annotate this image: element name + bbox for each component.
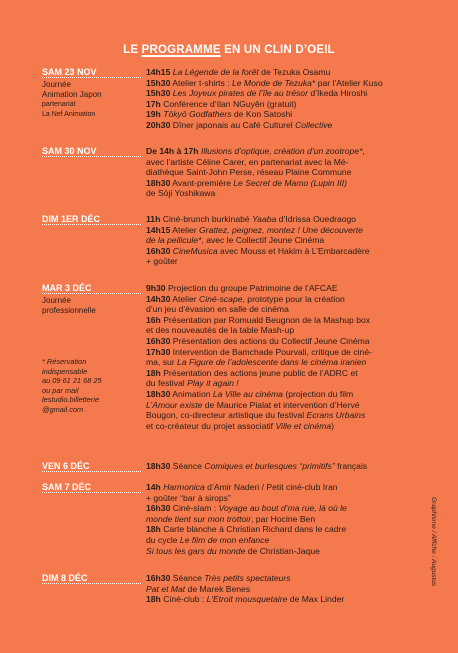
event-text: d’Idrissa Ouedraogo <box>276 214 357 224</box>
day-date: MAR 3 DÉC <box>42 283 92 293</box>
event-text: ma, sur <box>146 357 178 368</box>
event-line <box>146 88 436 99</box>
event-title: monde tient sur mon trottoir <box>146 513 252 524</box>
event-line <box>146 214 436 225</box>
event-text: Présentation des actions jeune public de l’ADRC et <box>160 367 358 378</box>
day-date-wrap <box>42 283 94 293</box>
day-date: DIM 1ER DÉC <box>42 214 101 224</box>
event-line <box>146 283 436 294</box>
event-line <box>146 78 436 89</box>
day-date-wrap <box>42 214 102 224</box>
event-line <box>146 109 436 120</box>
event-text: avec l’artiste Céline Carer, en partenariat avec la Mé- <box>146 156 349 167</box>
event-text: Ciné-slam : <box>170 503 219 514</box>
event-line <box>146 368 436 379</box>
event-title: Voyage au bout d’ma rue, là où le <box>218 503 347 514</box>
day-subtitle: La Nef Animation <box>42 111 96 118</box>
event-text: de Kon Satoshi <box>231 109 293 120</box>
event-list <box>146 461 436 472</box>
day-date-wrap <box>42 482 93 492</box>
event-text: , <box>362 146 365 156</box>
event-time: 17h <box>146 98 161 109</box>
event-time: 15h30 <box>146 77 171 88</box>
event-title: La Ville au cinéma <box>212 388 283 399</box>
event-time: 16h30 <box>146 335 171 346</box>
event-text: de Sōji Yoshikawa <box>146 188 216 199</box>
event-time: 19h <box>146 109 161 120</box>
event-line <box>146 584 436 595</box>
note-line: @gmail.com <box>42 404 84 414</box>
event-text: par l’Atelier Kuso <box>315 77 383 88</box>
event-text: (projection du film <box>282 388 354 399</box>
note-line: lestudio.billetterie <box>42 395 100 404</box>
event-time: De 14h à 17h <box>146 146 199 156</box>
day-subtitle: Animation Japon <box>42 90 102 99</box>
event-title: Les Joyeux pirates de l’île au trésor <box>172 88 308 99</box>
event-title: Le Monde de Tezuka* <box>231 77 316 88</box>
event-text: ) <box>331 420 335 431</box>
event-title: Collective <box>295 119 333 130</box>
event-line <box>146 225 436 236</box>
event-line <box>146 188 436 199</box>
day-date-wrap <box>42 461 92 471</box>
event-list <box>146 573 436 605</box>
note-line: * Réservation <box>42 357 87 366</box>
event-text: Avant-première <box>170 177 234 188</box>
event-line <box>146 99 436 110</box>
event-title: La Figure de l’adolescente dans le cinéma iranien <box>177 357 367 368</box>
event-title: Ecrans Urbains <box>306 410 366 421</box>
event-line <box>146 315 436 326</box>
event-text: Conférence d’Ilan NGuyên (gratuit) <box>160 98 297 109</box>
event-title: Play it again ! <box>187 378 239 389</box>
event-text: Atelier <box>170 293 200 304</box>
event-line <box>146 178 436 189</box>
event-text: et des nouveautés de la table Mash-up <box>146 325 295 336</box>
event-time: 20h30 <box>146 119 171 130</box>
event-text: de Maurice Pialat et intervention d’Hervé <box>202 399 360 410</box>
day-date: VEN 6 DÉC <box>42 461 90 471</box>
event-line <box>146 235 436 246</box>
event-title: Harmonica <box>163 482 205 492</box>
event-list <box>146 146 436 199</box>
event-line <box>146 167 436 178</box>
event-time: 14h30 <box>146 293 171 304</box>
event-time: 17h30 <box>146 346 171 357</box>
event-time: 18h <box>146 594 161 605</box>
event-time: 18h <box>146 367 161 378</box>
event-line <box>146 573 436 584</box>
event-title: Très petits spectateurs <box>204 573 291 583</box>
event-text: Séance <box>170 573 205 583</box>
event-title: Yaaba <box>252 214 277 224</box>
page-title <box>0 44 458 56</box>
event-title: Le film de mon enfance <box>179 534 270 545</box>
event-time: 14h15 <box>146 67 171 77</box>
event-time: 16h30 <box>146 573 171 583</box>
event-title: Comiques et burlesques “primitifs” <box>204 461 335 471</box>
event-line <box>146 146 436 157</box>
event-title: de la pellicule* <box>146 235 202 246</box>
event-text: Séance <box>170 461 205 471</box>
event-title: Ciné-scape <box>199 293 243 304</box>
event-text: Intervention de Bamchade Pourvali, critique de ciné- <box>170 346 372 357</box>
event-line <box>146 67 436 78</box>
graphic-credit: Graphisme / Affiche : Augustus <box>430 497 437 587</box>
event-line <box>146 482 436 493</box>
event-line <box>146 524 436 535</box>
day-date: DIM 8 DÉC <box>42 573 88 583</box>
event-title: L’Amour existe <box>146 399 203 410</box>
event-text: avec Mouss et Hakim à L’Embarcadère <box>217 245 370 256</box>
event-text: + goûter <box>146 256 178 267</box>
note-line: indispensable <box>42 366 88 376</box>
event-line <box>146 410 436 421</box>
event-title: Pat et Mat <box>146 583 186 594</box>
event-text: Dîner japonais au Café Culturel <box>170 119 296 130</box>
event-text: Carte blanche à Christian Richard dans le cadre <box>160 524 347 535</box>
day-subtitle: partenariat <box>42 101 76 108</box>
event-text: Animation <box>170 388 213 399</box>
event-line <box>146 256 436 267</box>
day-date-wrap <box>42 573 90 583</box>
event-title: CineMusica <box>172 245 218 256</box>
event-text: de Max Linder <box>287 594 345 605</box>
event-list <box>146 67 436 131</box>
event-line <box>146 535 436 546</box>
event-line <box>146 493 436 504</box>
event-line <box>146 347 436 358</box>
event-text: Ciné-club : <box>160 594 207 605</box>
event-line <box>146 461 436 472</box>
day-date: SAM 30 NOV <box>42 146 97 156</box>
event-time: 9h30 <box>146 283 166 293</box>
event-title: Tōkyō Godfathers <box>163 109 232 120</box>
event-line <box>146 514 436 525</box>
event-list <box>146 482 436 556</box>
event-text: du festival <box>146 378 188 389</box>
day-subtitle: professionnelle <box>42 306 96 315</box>
event-text: de Tezuka Osamu <box>258 67 331 77</box>
event-text: du cycle <box>146 534 180 545</box>
event-text: , prototype pour la création <box>242 293 345 304</box>
event-text: d’un jeu d’évasion en salle de cinéma <box>146 304 289 315</box>
event-line <box>146 325 436 336</box>
note-line: ou par mail <box>42 385 79 395</box>
event-time: 18h30 <box>146 461 171 471</box>
event-text: d’Ikeda Hiroshi <box>307 88 368 99</box>
event-text: Présentation des actions du Collectif Jeune Cinéma <box>170 335 370 346</box>
event-time: 14h15 <box>146 224 171 235</box>
event-title: La Légende de la forêt <box>172 67 259 77</box>
event-list <box>146 283 436 431</box>
title-part-1: LE <box>123 44 142 56</box>
event-line <box>146 503 436 514</box>
day-subtitle: Journée <box>42 80 71 89</box>
event-time: 16h <box>146 314 161 325</box>
event-text: , par Hocine Ben <box>251 513 316 524</box>
event-text: Atelier <box>170 224 200 235</box>
event-line <box>146 294 436 305</box>
day-date-wrap <box>42 67 99 77</box>
event-line <box>146 378 436 389</box>
event-time: 14h <box>146 482 161 492</box>
event-line <box>146 304 436 315</box>
event-text: diathèque Saint-John Perse, réseau Plaine Commune <box>146 167 352 178</box>
event-text: Ciné-brunch burkinabé <box>160 214 253 224</box>
event-time: 18h30 <box>146 177 171 188</box>
title-part-2: PROGRAMME <box>141 44 221 56</box>
event-text: + goûter “bar à sirops” <box>146 492 231 503</box>
event-time: 15h30 <box>146 88 171 99</box>
event-text: de Marek Benes <box>185 583 251 594</box>
event-line <box>146 120 436 131</box>
event-line <box>146 400 436 411</box>
event-title: Grattez, peignez, montez ! Une découverte <box>199 224 363 235</box>
event-text: d’Amir Naderi / Petit ciné-club Iran <box>204 482 338 492</box>
event-text: et co-créateur du projet associatif <box>146 420 276 431</box>
event-line <box>146 246 436 257</box>
event-text: français <box>334 461 368 471</box>
event-list <box>146 214 436 267</box>
event-line <box>146 421 436 432</box>
event-title: Si tous les gars du monde <box>146 545 246 556</box>
event-line <box>146 546 436 557</box>
event-line <box>146 389 436 400</box>
event-time: 18h <box>146 524 161 535</box>
day-date: SAM 7 DÉC <box>42 482 92 492</box>
event-line <box>146 594 436 605</box>
event-text: de Christian-Jaque <box>245 545 320 556</box>
event-title: Ville et cinéma <box>275 420 332 431</box>
event-title: L’Etroit mousquetaire <box>206 594 288 605</box>
event-text: Atelier t-shirts : <box>170 77 232 88</box>
event-text: Projection du groupe Patrimoine de l’AFCAE <box>165 283 338 293</box>
reservation-note <box>42 357 137 414</box>
event-title: Illusions d’optique, création d’un zootrope* <box>200 146 363 156</box>
event-text: Présentation par Romuald Beugnon de la Mashup box <box>160 314 371 325</box>
day-date-wrap <box>42 146 99 156</box>
event-time: 16h30 <box>146 245 171 256</box>
title-part-3: EN UN CLIN D’OEIL <box>220 44 335 56</box>
event-line <box>146 157 436 168</box>
event-line <box>146 357 436 368</box>
note-line: au 09 61 21 68 25 <box>42 376 102 385</box>
day-subtitle: Journée <box>42 296 71 305</box>
event-text: Bougon, co-directeur artistique du festival <box>146 410 307 421</box>
day-date: SAM 23 NOV <box>42 67 97 77</box>
event-line <box>146 336 436 347</box>
event-text: , avec le Collectif Jeune Cinéma <box>201 235 325 246</box>
event-time: 18h30 <box>146 388 171 399</box>
event-time: 11h <box>146 214 161 224</box>
event-time: 16h30 <box>146 503 171 514</box>
event-title: Le Secret de Mamo (Lupin III) <box>233 177 347 188</box>
